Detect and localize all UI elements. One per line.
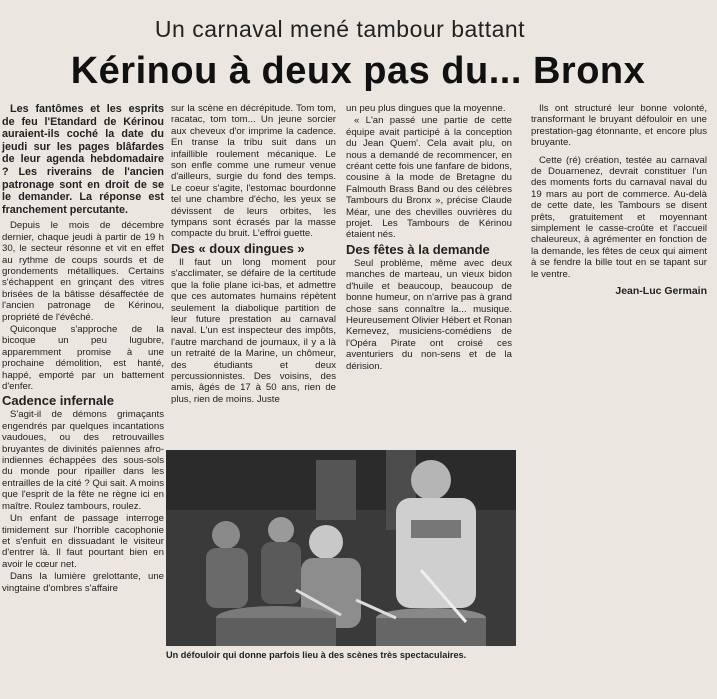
photo-caption: Un défouloir qui donne parfois lieu à des scènes très spectaculaires. <box>166 650 467 660</box>
paragraph: Depuis le mois de décembre dernier, chaque jeudi à partir de 19 h 30, le secteur résonne et vit en effet au rythme de coups sourds et de grondements métalliques. Certains s'échappent en grinçant des vitres brisées de la bâtisse désaffectée de l'ancien patronage de Kérinou, propriété de l'évêché. <box>2 220 164 323</box>
paragraph: Dans la lumière grelottante, une vingtaine d'ombres s'affaire <box>2 571 164 594</box>
column-4 <box>531 103 707 298</box>
column-3 <box>346 103 512 372</box>
paragraph: S'agit-il de démons grimaçants engendrés par quelques incantations vaudoues, ou des retrouvailles bruyantes de divinités païennes afro-indiennes échappées des sous-sols du monde pour ripailler dans les entrailles de la cité ? Qui sait. A moins que l'esprit de la fête ne règne ici en maître. Roulez tambours, roulez. <box>2 409 164 512</box>
photo-illustration <box>166 450 516 646</box>
subheading: Des fêtes à la demande <box>346 241 490 257</box>
lead-paragraph: Les fantômes et les esprits de feu l'Etandard de Kérinou auraient-ils coché la date du jeudi sur les pages blâfardes de leur agenda hebdomadaire ? Les riverains de l'ancien patronage sont en droit de se le demander. La réponse est franchement percutante. <box>2 103 164 216</box>
headline: Kérinou à deux pas du... Bronx <box>70 50 646 92</box>
column-1 <box>2 103 164 594</box>
paragraph: Cette (ré) création, testée au carnaval de Douarnenez, devrait constituer l'un des moments forts du carnaval naval du 19 mars au port de commerce. Au-delà de cette date, les Tambours se disent prêts, gratuitement et moyennant simplement le casse-croûte et l'accueil chaleureux, à agrémenter en fonction de la demande, les fêtes de ceux qui aiment à se fendre la bille tout en se tapant sur le ventre. <box>531 154 707 280</box>
kicker-title: Un carnaval mené tambour battant <box>154 16 526 42</box>
paragraph: Seul problème, même avec deux manches de marteau, un vieux bidon d'huile et beaucoup, beaucoup de bonne humeur, on n'arrive pas à grand chose sans connaître la... musique. Heureusement Olivier Hébert et Ronan Kernevez, musiciens-comédiens de l'Opéra Pirate ont croisé ces aventuriers du non-sens et de la dérision. <box>346 257 512 372</box>
paragraph: « L'an passé une partie de cette équipe avait participé à la conception du Jean Quem'. Cela avait plu, on nous a demandé de recommencer, en créant cette fois une fanfare de bidons, cousine à la mode de Bretagne du Falmouth Brass Band ou des célèbres Tambours du Bronx », précise Claude Méar, une des chevilles ouvrières du projet. Les Tambours de Kérinou étaient nés. <box>346 115 512 241</box>
subheading: Des « doux dingues » <box>171 240 305 256</box>
drummers-photo <box>166 450 516 646</box>
paragraph: Quiconque s'approche de la bicoque un peu lugubre, apparemment promise à une prochaine démolition, est hanté, happé, emporté par un battement d'enfer. <box>2 324 164 393</box>
byline: Jean-Luc Germain <box>615 285 707 298</box>
paragraph: Il faut un long moment pour s'acclimater, se défaire de la certitude que la folie plane ici-bas, et admettre que ces automates humains répètent seulement la diabolique partition de leur future prestation au carnaval naval. L'un est inspecteur des impôts, l'autre marchand de journaux, il y a là un retraité de la Marine, un chômeur, des étudiants et deux percussionnistes. Des voisins, des amis, âgés de 17 à 50 ans, rien de plus, rien de moins. Juste <box>171 256 336 405</box>
paragraph: Un enfant de passage interroge timidement sur l'horrible cacophonie et s'enfuit en dissuadant le visiteur d'entrer là. Il faut pourtant bien en avoir le cœur net. <box>2 513 164 570</box>
subheading: Cadence infernale <box>2 393 114 409</box>
column-2 <box>171 103 336 405</box>
paragraph: un peu plus dingues que la moyenne. <box>346 103 506 114</box>
paragraph: sur la scène en décrépitude. Tom tom, racatac, tom tom... Un jeune sorcier aux cheveux d'or imprime la cadence. En transe la tribu suit dans un infaillible roulement mécanique. Le son enfle comme une rumeur venue d'ailleurs, surgie du fond des temps. Le coeur s'agite, l'estomac bourdonne tel une chambre d'écho, les yeux se dévissent de leurs orbites, les tympans sont écrasés par la masse compacte du bruit. L'effroi guette. <box>171 103 336 240</box>
paragraph: Ils ont structuré leur bonne volonté, transformant le bruyant défouloir en une prestation-gag étonnante, et encore plus bruyante. <box>531 103 707 149</box>
